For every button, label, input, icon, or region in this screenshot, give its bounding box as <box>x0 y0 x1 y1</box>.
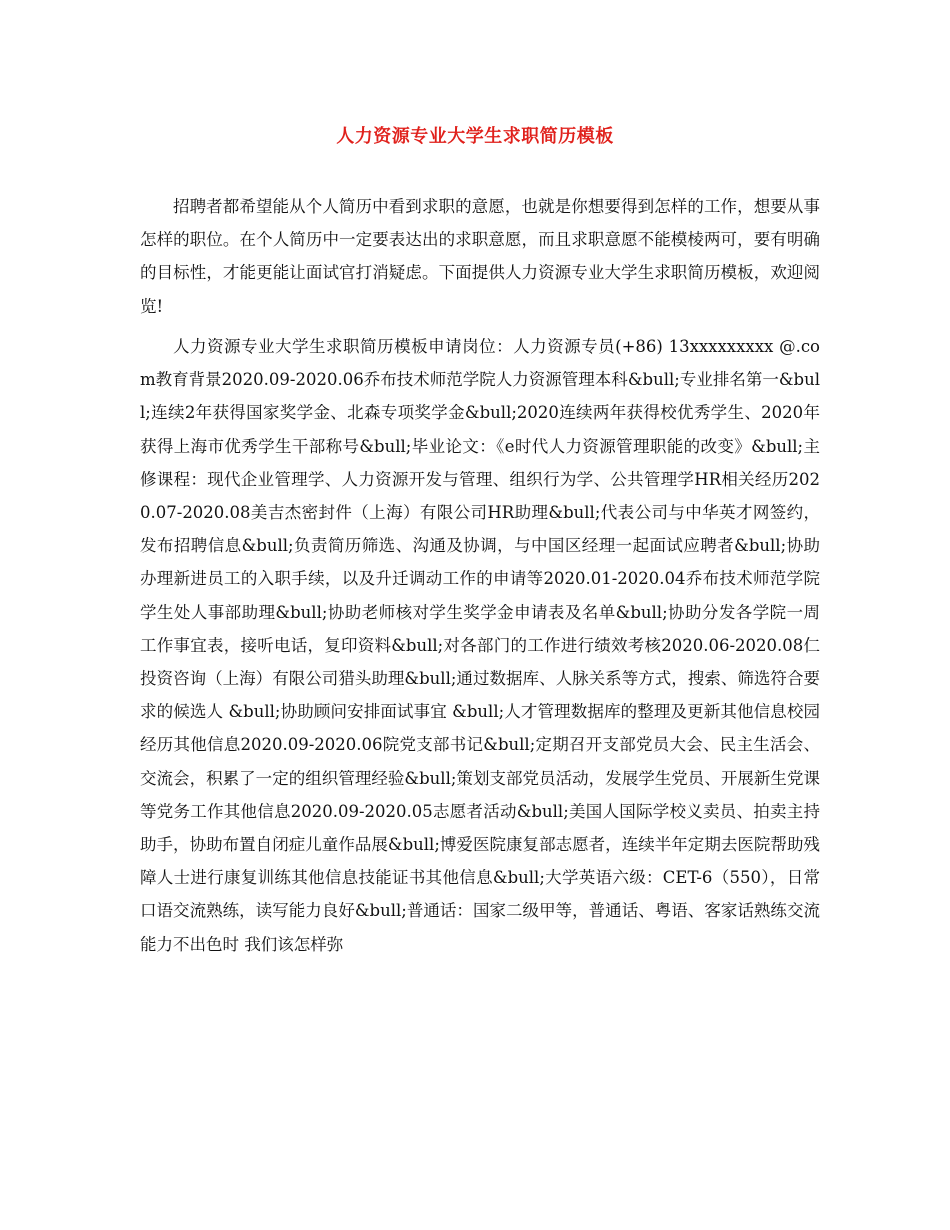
resume-paragraph-block <box>140 330 870 961</box>
intro-paragraph-block <box>140 190 820 323</box>
resume-paragraph: 人力资源专业大学生求职简历模板申请岗位：人力资源专员(+86) 13xxxxxxxxx @.com教育背景2020.09-2020.06乔布技术师范学院人力资源管理本科&bull;专业排名第一&bull;连续2年获得国家奖学金、北森专项奖学金&bull;2020连续两年获得校优秀学生、2020年获得上海市优秀学生干部称号&bull;毕业论文：《e时代人力资源管理职能的改变》&bull;主修课程：现代企业管理学、人力资源开发与管理、组织行为学、公共管理学HR相关经历2020.07-2020.08美吉杰密封件（上海）有限公司HR助理&bull;代表公司与中华英才网签约，发布招聘信息&bull;负责简历筛选、沟通及协调，与中国区经理一起面试应聘者&bull;协助办理新进员工的入职手续，以及升迁调动工作的申请等2020.01-2020.04乔布技术师范学院学生处人事部助理&bull;协助老师核对学生奖学金申请表及名单&bull;协助分发各学院一周工作事宜表，接听电话，复印资料&bull;对各部门的工作进行绩效考核2020.06-2020.08仁投资咨询（上海）有限公司猎头助理&bull;通过数据库、人脉关系等方式，搜索、筛选符合要求的候选人 &bull;协助顾问安排面试事宜 &bull;人才管理数据库的整理及更新其他信息校园经历其他信息2020.09-2020.06院党支部书记&bull;定期召开支部党员大会、民主生活会、交流会，积累了一定的组织管理经验&bull;策划支部党员活动，发展学生党员、开展新生党课等党务工作其他信息2020.09-2020.05志愿者活动&bull;美国人国际学校义卖员、拍卖主持助手，协助布置自闭症儿童作品展&bull;博爱医院康复部志愿者，连续半年定期去医院帮助残障人士进行康复训练其他信息技能证书其他信息&bull;大学英语六级：CET-6（550），日常口语交流熟练，读写能力良好&bull;普通话：国家二级甲等，普通话、粤语、客家话熟练交流 能力不出色时 我们该怎样弥 <box>140 337 870 954</box>
document-title: 人力资源专业大学生求职简历模板 <box>336 126 614 147</box>
intro-paragraph: 招聘者都希望能从个人简历中看到求职的意愿，也就是你想要得到怎样的工作，想要从事怎样的职位。在个人简历中一定要表达出的求职意愿，而且求职意愿不能模棱两可，要有明确的目标性，才能更能让面试官打消疑虑。下面提供人力资源专业大学生求职简历模板，欢迎阅览! <box>140 197 820 316</box>
